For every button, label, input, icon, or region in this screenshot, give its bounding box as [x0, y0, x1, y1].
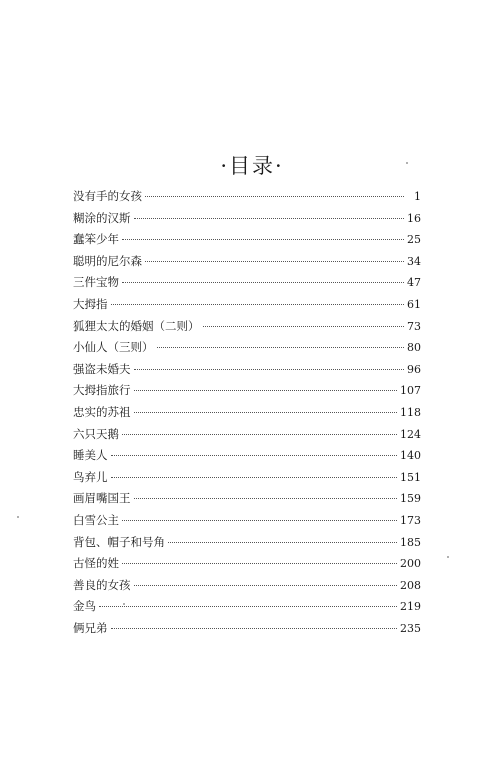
dot-leader [122, 563, 397, 564]
toc-entry-title: 善良的女孩 [73, 577, 131, 592]
toc-entry-page: 124 [400, 427, 421, 441]
toc-entry-title: 三件宝物 [73, 275, 119, 290]
dot-leader [145, 196, 404, 197]
toc-entry-title: 糊涂的汉斯 [73, 210, 131, 225]
dot-leader [168, 542, 397, 543]
toc-entry[interactable] [73, 251, 421, 273]
toc-entry-page: 1 [414, 190, 421, 203]
toc-entry-page: 208 [400, 578, 421, 592]
toc-entry-title: 俩兄弟 [73, 620, 108, 635]
toc-entry-title: 古怪的姓 [73, 556, 119, 571]
toc-entry-page: 16 [407, 211, 421, 225]
toc-entry-page: 96 [407, 362, 421, 376]
scan-speck [17, 516, 19, 518]
toc-entry[interactable] [73, 424, 421, 446]
toc-entry-title: 忠实的苏祖 [73, 404, 131, 419]
toc-entry-title: 狐狸太太的婚姻（二则） [73, 318, 200, 333]
toc-entry[interactable] [73, 467, 421, 489]
toc-entry[interactable] [73, 596, 421, 618]
scan-speck [406, 162, 408, 164]
toc-entry[interactable] [73, 380, 421, 402]
toc-entry-title: 白雪公主 [73, 512, 119, 527]
toc-entry[interactable] [73, 510, 421, 532]
dot-leader [134, 498, 398, 499]
toc-entry-page: 219 [400, 600, 421, 614]
scan-speck [123, 603, 125, 605]
dot-leader [122, 239, 404, 240]
scan-speck [447, 556, 449, 558]
dot-leader [203, 326, 405, 327]
dot-leader [122, 520, 397, 521]
toc-entry[interactable] [73, 575, 421, 597]
dot-leader [134, 412, 398, 413]
table-of-contents [73, 186, 421, 639]
toc-entry-title: 大拇指旅行 [73, 383, 131, 398]
dot-leader [99, 606, 397, 607]
toc-entry[interactable] [73, 488, 421, 510]
dot-leader [122, 434, 397, 435]
toc-entry-page: 118 [400, 405, 421, 419]
toc-entry-title: 强盗未婚夫 [73, 361, 131, 376]
toc-entry-page: 235 [400, 621, 421, 635]
toc-entry-page: 151 [400, 470, 421, 484]
toc-entry-title: 背包、帽子和号角 [73, 534, 165, 549]
toc-entry[interactable] [73, 402, 421, 424]
dot-leader [111, 628, 398, 629]
toc-entry-page: 140 [400, 449, 421, 463]
toc-entry-page: 80 [407, 341, 421, 355]
dot-leader [111, 477, 398, 478]
toc-entry-page: 73 [407, 319, 421, 333]
toc-entry-page: 185 [400, 535, 421, 549]
dot-leader [134, 218, 405, 219]
toc-entry-page: 173 [400, 513, 421, 527]
toc-entry[interactable] [73, 272, 421, 294]
dot-leader [157, 347, 405, 348]
toc-entry-page: 159 [400, 492, 421, 506]
toc-entry[interactable] [73, 229, 421, 251]
dot-leader [145, 261, 404, 262]
toc-entry[interactable] [73, 186, 421, 208]
toc-entry-title: 大拇指 [73, 296, 108, 311]
toc-entry-title: 蠢笨少年 [73, 232, 119, 247]
page-title: ·目录· [220, 154, 284, 178]
toc-entry-page: 34 [407, 254, 421, 268]
toc-entry[interactable] [73, 553, 421, 575]
toc-entry-page: 107 [400, 384, 421, 398]
toc-entry-title: 小仙人（三则） [73, 340, 154, 355]
toc-entry[interactable] [73, 337, 421, 359]
toc-entry-title: 睡美人 [73, 448, 108, 463]
toc-entry-title: 金鸟 [73, 599, 96, 614]
toc-entry-title: 鸟弃儿 [73, 469, 108, 484]
toc-entry[interactable] [73, 532, 421, 554]
toc-entry-title: 没有手的女孩 [73, 189, 142, 203]
toc-entry-page: 47 [407, 276, 421, 290]
toc-entry-page: 61 [407, 297, 421, 311]
toc-entry-page: 200 [400, 557, 421, 571]
toc-entry-title: 聪明的尼尔森 [73, 253, 142, 268]
dot-leader [134, 585, 398, 586]
dot-leader [134, 369, 405, 370]
toc-entry-title: 六只天鹅 [73, 426, 119, 441]
dot-leader [134, 390, 398, 391]
toc-entry[interactable] [73, 316, 421, 338]
dot-leader [122, 282, 404, 283]
toc-entry-title: 画眉嘴国王 [73, 491, 131, 506]
toc-entry[interactable] [73, 618, 421, 640]
toc-entry-page: 25 [407, 233, 421, 247]
dot-leader [111, 455, 398, 456]
toc-entry[interactable] [73, 208, 421, 230]
toc-entry[interactable] [73, 445, 421, 467]
toc-entry[interactable] [73, 359, 421, 381]
dot-leader [111, 304, 405, 305]
toc-entry[interactable] [73, 294, 421, 316]
